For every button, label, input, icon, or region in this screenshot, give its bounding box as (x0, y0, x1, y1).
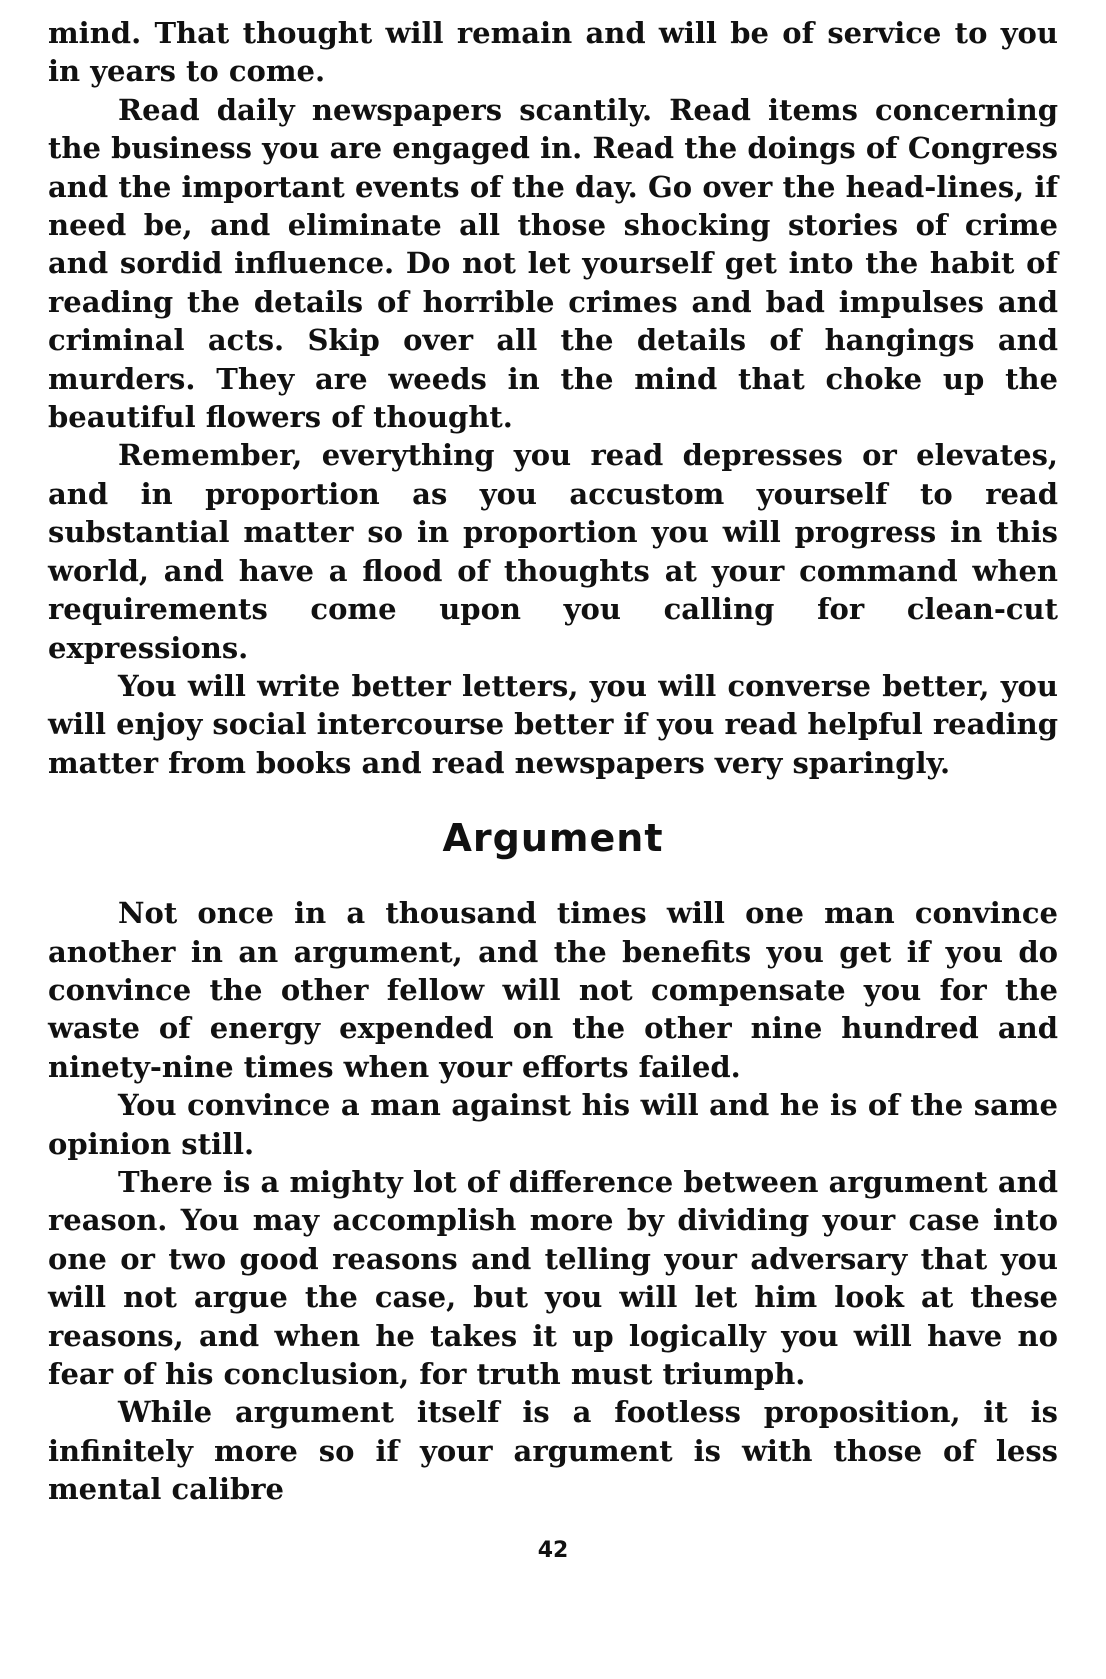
paragraph-argument-and-reason: There is a mighty lot of difference between argument and reason. You may accomplish more by dividing your case into one or two good reasons and telling your adversary that you will not argue the case, but you will let him look at these reasons, and when he takes it up logically you will have no fear of his conclusion, for truth must triumph. (48, 1164, 1058, 1391)
section-heading-argument: Argument (442, 816, 664, 861)
paragraph-against-his-will: You convince a man against his will and he is of the same opinion still. (48, 1088, 1058, 1161)
paragraph-continued-thought: mind. That thought will remain and will be of service to you in years to come. (48, 16, 1058, 89)
paragraph-newspapers: Read daily newspapers scantily. Read items concerning the business you are engaged in. Read the doings of Congress and the important events of the day. Go over the head-lines, if need be, and eliminate all those shocking stories of crime and sordid influence. Do not let yourself get into the habit of reading the details of horrible crimes and bad impulses and criminal acts. Skip over all the details of hangings and murders. They are weeds in the mind that choke up the beautiful flowers of thought. (48, 92, 1058, 435)
paragraph-better-letters: You will write better letters, you will converse better, you will enjoy social intercourse better if you read helpful reading matter from books and read newspapers very sparingly. (48, 668, 1059, 780)
page-number: 42 (537, 1538, 569, 1563)
paragraph-footless-proposition: While argument itself is a footless proposition, it is infinitely more so if your argument is with those of less mental calibre (48, 1395, 1058, 1507)
paragraph-convince-another: Not once in a thousand times will one man convince another in an argument, and the benefits you get if you do convince the other fellow will not compensate you for the waste of energy expended on the other nine hundred and ninety-nine times when your efforts failed. (48, 896, 1058, 1084)
paragraph-reading-proportion: Remember, everything you read depresses or elevates, and in proportion as you accustom yourself to read substantial matter so in proportion you will progress in this world, and have a flood of thoughts at your command when requirements come upon you calling for clean-cut expressions. (48, 438, 1058, 665)
book-page (48, 14, 1058, 1509)
